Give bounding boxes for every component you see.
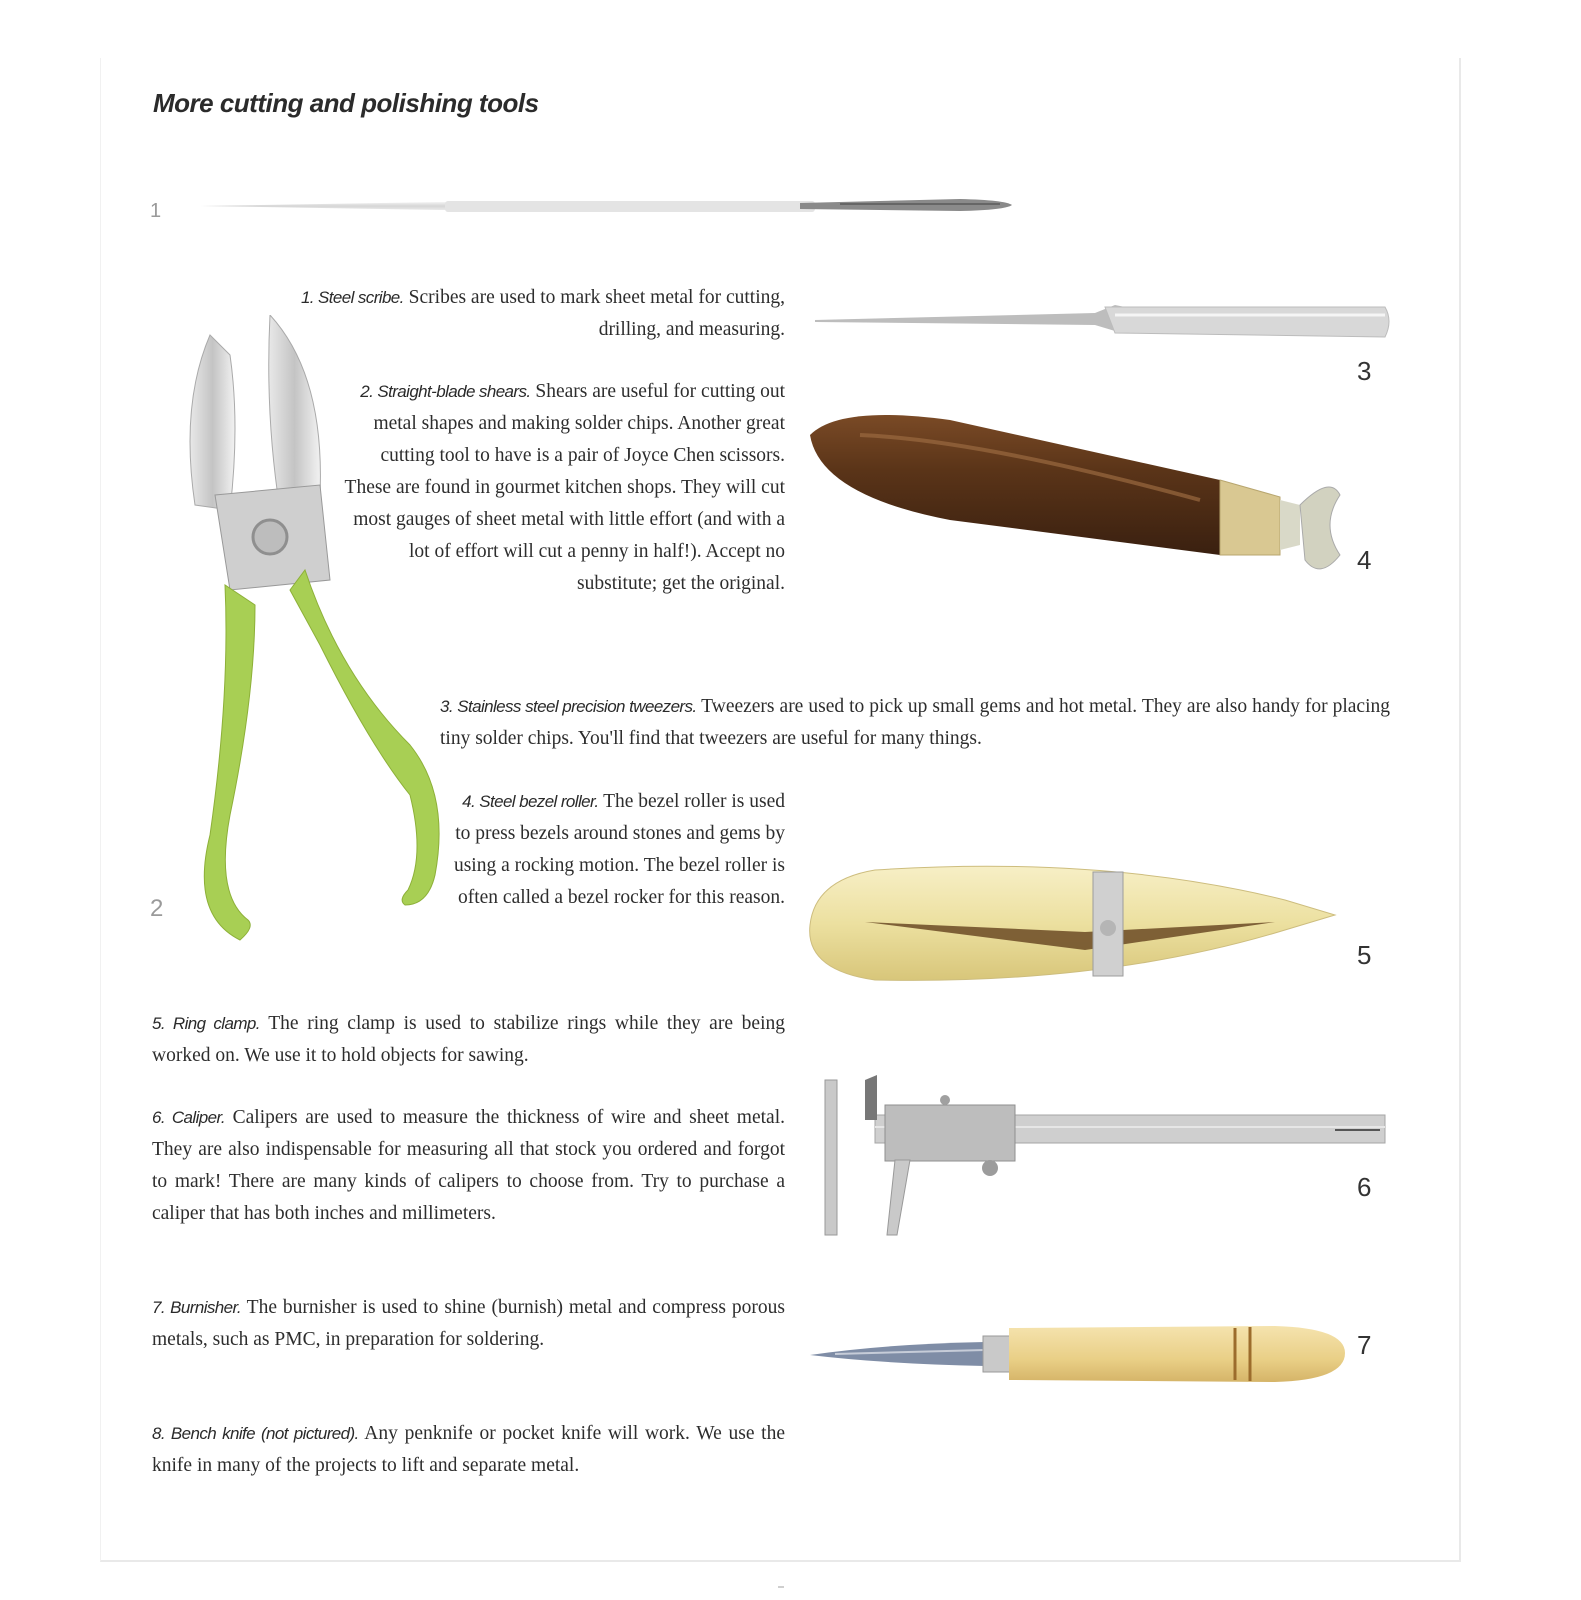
item-7-description bbox=[152, 1292, 785, 1356]
item-number-4: 4 bbox=[1357, 545, 1372, 575]
item-4-label: 4. Steel bezel roller. bbox=[462, 792, 599, 811]
item-number-3: 3 bbox=[1357, 356, 1372, 386]
item-1-label: 1. Steel scribe. bbox=[300, 288, 404, 307]
item-number-7: 7 bbox=[1357, 1330, 1372, 1360]
item-8-label: 8. Bench knife (not pictured). bbox=[152, 1424, 359, 1443]
item-4-description bbox=[450, 786, 785, 914]
item-5-label: 5. Ring clamp. bbox=[152, 1014, 260, 1033]
item-2-description bbox=[340, 376, 785, 600]
item-2-text: Shears are useful for cutting out metal shapes and making solder chips. Another great cutting tool to have is a pair of Joyce Chen scissors. These are found in gourmet kitchen shops. They will cut most gauges of sheet metal with little effort (and with a lot of effort will cut a penny in half!). Accept no substitute; get the original. bbox=[344, 381, 785, 594]
item-1-description bbox=[300, 282, 785, 346]
item-3-label: 3. Stainless steel precision tweezers. bbox=[440, 697, 697, 716]
item-number-6: 6 bbox=[1357, 1172, 1372, 1202]
precision-tweezers-illustration bbox=[815, 295, 1390, 350]
item-6-label: 6. Caliper. bbox=[152, 1108, 226, 1127]
item-7-text: The burnisher is used to shine (burnish) metal and compress porous metals, such as PMC, in preparation for soldering. bbox=[152, 1297, 785, 1350]
item-number-2: 2 bbox=[150, 895, 164, 922]
item-number-5: 5 bbox=[1357, 940, 1372, 970]
item-6-text: Calipers are used to measure the thickness of wire and sheet metal. They are also indispensable for measuring all that stock you ordered and forgot to mark! There are many kinds of calipers to choose from. Try to purchase a caliper that has both inches and millimeters. bbox=[152, 1107, 785, 1224]
item-7-label: 7. Burnisher. bbox=[152, 1298, 242, 1317]
item-4-text: The bezel roller is used to press bezels around stones and gems by using a rocking motion. The bezel roller is often called a bezel rocker for this reason. bbox=[453, 791, 785, 908]
item-3-text: Tweezers are used to pick up small gems and hot metal. They are also handy for placing tiny solder chips. You'll find that tweezers are useful for many things. bbox=[440, 696, 1390, 749]
item-8-text: Any penknife or pocket knife will work. We use the knife in many of the projects to lift and separate metal. bbox=[152, 1423, 786, 1476]
caliper-illustration bbox=[815, 1075, 1390, 1250]
page-footer-mark bbox=[778, 1586, 784, 1588]
item-number-1: 1 bbox=[150, 200, 162, 222]
item-6-description bbox=[152, 1102, 785, 1230]
item-5-text: The ring clamp is used to stabilize rings while they are being worked on. We use it to hold objects for sawing. bbox=[152, 1013, 785, 1066]
page-title: More cutting and polishing tools bbox=[153, 88, 539, 118]
item-2-label: 2. Straight-blade shears. bbox=[360, 382, 531, 401]
burnisher-illustration bbox=[805, 1318, 1350, 1388]
item-3-description bbox=[440, 691, 1390, 755]
item-8-description bbox=[152, 1418, 785, 1482]
item-5-description bbox=[152, 1008, 785, 1072]
steel-scribe-illustration bbox=[200, 190, 1020, 222]
item-1-text: Scribes are used to mark sheet metal for cutting, drilling, and measuring. bbox=[403, 287, 785, 340]
ring-clamp-illustration bbox=[805, 860, 1345, 990]
bezel-roller-illustration bbox=[800, 405, 1350, 585]
